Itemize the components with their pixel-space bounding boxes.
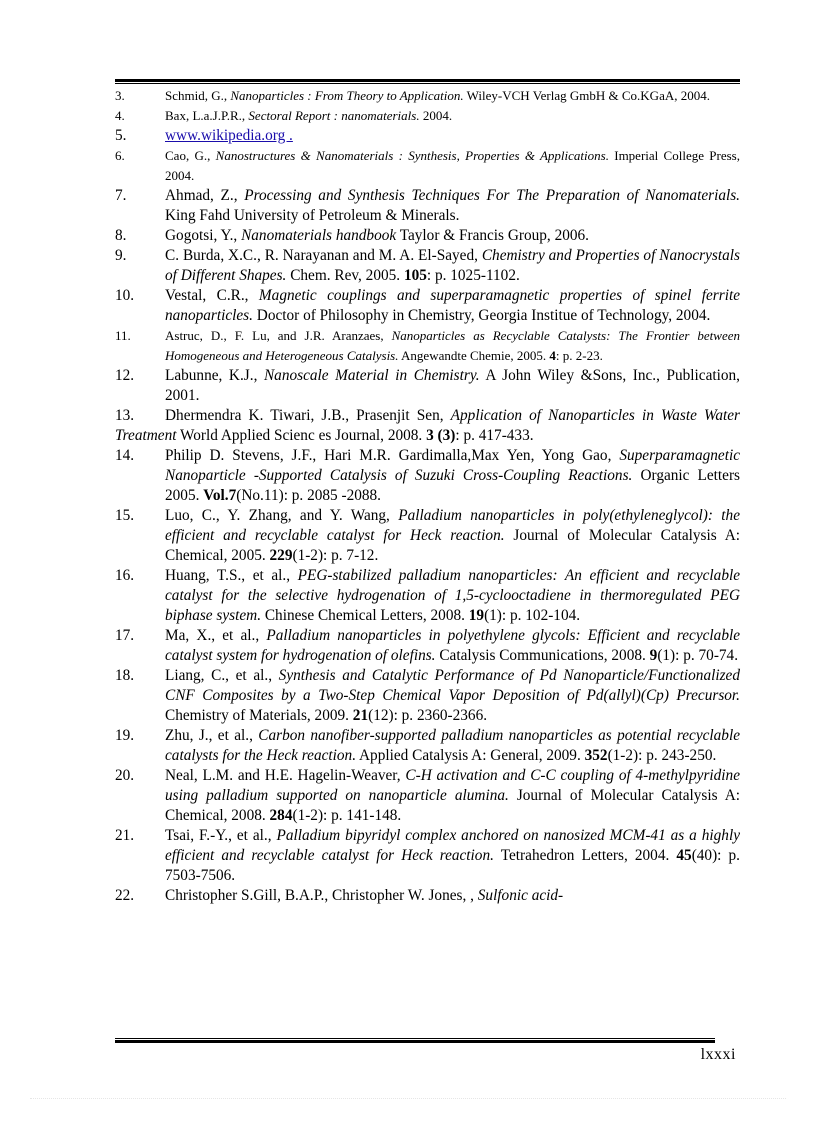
reference-source: Organic Letters 2005. (165, 467, 740, 504)
reference-item (115, 366, 740, 406)
reference-number: 21. (115, 827, 135, 844)
reference-pages: (1): p. 102-104. (484, 607, 581, 624)
reference-item (115, 566, 740, 626)
reference-number: 12. (115, 367, 135, 384)
reference-volume: 352 (584, 747, 608, 764)
reference-volume: 105 (403, 267, 427, 284)
reference-title: Palladium nanoparticles in polyethylene glycols: Efficient and recyclable catalyst system for hydrogenation of olefins. (165, 627, 741, 664)
reference-number: 9. (115, 247, 127, 264)
reference-authors: Huang, T.S., et al., (165, 567, 298, 584)
reference-number: 20. (115, 767, 135, 784)
reference-number: 6. (115, 148, 125, 163)
reference-number: 7. (115, 187, 127, 204)
reference-title: Nanoscale Material in Chemistry. (263, 367, 480, 384)
reference-title: C-H activation and C-C coupling of 4-methylpyridine using palladium supported on nanoparticle alumina. (165, 767, 740, 804)
reference-number: 3. (115, 88, 125, 103)
reference-title: Sectoral Report : nanomaterials. (248, 108, 420, 123)
reference-item (115, 826, 740, 886)
reference-item (115, 886, 740, 906)
reference-number: 22. (115, 887, 135, 904)
reference-source: 2004. (419, 108, 453, 123)
reference-number: 4. (115, 108, 125, 123)
reference-number: 15. (115, 507, 135, 524)
reference-source: Wiley-VCH Verlag GmbH & Co.KGaA, 2004. (463, 88, 710, 103)
reference-item (115, 186, 740, 226)
reference-item (115, 446, 740, 506)
reference-title: Synthesis and Catalytic Performance of Pd Nanoparticle/Functionalized CNF Composites by a Two-Step Chemical Vapor Deposition of Pd(allyl)(Cp) Precursor. (165, 667, 740, 704)
reference-authors: Astruc, D., F. Lu, and J.R. Aranzaes, (165, 328, 392, 343)
reference-title: Nanoparticles : From Theory to Application. (230, 88, 464, 103)
reference-title: Magnetic couplings and superparamagnetic properties of spinel ferrite nanoparticles. (165, 287, 740, 324)
reference-source: World Applied Scienc es Journal, 2008. (176, 427, 427, 444)
reference-title: Superparamagnetic Nanoparticle -Supported Catalysis of Suzuki Cross-Coupling Reactions. (165, 447, 740, 484)
reference-authors: Ma, X., et al., (165, 627, 267, 644)
reference-source: Chemistry of Materials, 2009. (165, 707, 353, 724)
reference-item (115, 326, 740, 366)
reference-pages: (No.11): p. 2085 -2088. (236, 487, 382, 504)
reference-number: 18. (115, 667, 135, 684)
reference-source: Imperial College Press, 2004. (165, 148, 740, 183)
header-rule-thick (115, 79, 740, 82)
reference-title: Chemistry and Properties of Nanocrystals of Different Shapes. (165, 247, 740, 284)
reference-authors: Luo, C., Y. Zhang, and Y. Wang, (165, 507, 399, 524)
reference-source: Tetrahedron Letters, 2004. (493, 847, 677, 864)
reference-pages: (40): p. 7503-7506. (165, 847, 740, 884)
reference-item (115, 766, 740, 826)
reference-item (115, 246, 740, 286)
reference-authors: Schmid, G., (165, 88, 231, 103)
reference-title: Nanoparticles as Recyclable Catalysts: The Frontier between Homogeneous and Heterogeneous Catalysis. (165, 328, 740, 363)
reference-item (115, 506, 740, 566)
footer-rule-thin (115, 1038, 715, 1039)
reference-pages: (1-2): p. 141-148. (292, 807, 402, 824)
reference-title: Application of Nanoparticles in Waste Water Treatment (115, 407, 741, 444)
reference-source: Applied Catalysis A: General, 2009. (356, 747, 585, 764)
reference-item (115, 726, 740, 766)
reference-pages: (1): p. 70-74. (657, 647, 739, 664)
reference-source: King Fahd University of Petroleum & Minerals. (165, 207, 460, 224)
header-rule-thin (115, 83, 740, 84)
reference-title: Nanostructures & Nanomaterials : Synthesis, Properties & Applications. (215, 148, 609, 163)
reference-authors: Neal, L.M. and H.E. Hagelin-Weaver, (165, 767, 406, 784)
reference-source: A John Wiley &Sons, Inc., Publication, 2001. (165, 367, 740, 404)
reference-volume: 3 (3) (426, 427, 456, 444)
reference-pages: : p. 417-433. (455, 427, 534, 444)
reference-pages: (1-2): p. 7-12. (292, 547, 379, 564)
reference-authors: Vestal, C.R., (165, 287, 259, 304)
reference-item (115, 626, 740, 666)
footer-rule-thick (115, 1040, 715, 1043)
reference-item (115, 226, 740, 246)
reference-number: 5. (115, 127, 127, 144)
reference-number: 13. (115, 407, 135, 424)
reference-authors: Ahmad, Z., (165, 187, 245, 204)
page-edge-dotted-line (30, 1098, 786, 1099)
reference-volume: 284 (269, 807, 293, 824)
reference-authors: Liang, C., et al., (165, 667, 279, 684)
reference-authors: Philip D. Stevens, J.F., Hari M.R. Gardimalla,Max Yen, Yong Gao, (165, 447, 620, 464)
reference-number: 10. (115, 287, 135, 304)
reference-source: Journal of Molecular Catalysis A: Chemical, 2008. (165, 787, 741, 824)
reference-item (115, 666, 740, 726)
reference-source: Doctor of Philosophy in Chemistry, Georgia Institue of Technology, 2004. (252, 307, 711, 324)
reference-item (115, 106, 740, 126)
reference-list (115, 86, 740, 906)
reference-source: Angewandte Chemie, 2005. (398, 348, 550, 363)
reference-volume: Vol.7 (203, 487, 237, 504)
reference-authors: C. Burda, X.C., R. Narayanan and M. A. El-Sayed, (165, 247, 482, 264)
reference-volume: 4 (549, 348, 556, 363)
reference-number: 16. (115, 567, 135, 584)
reference-volume: 21 (352, 707, 369, 724)
reference-title: Palladium bipyridyl complex anchored on nanosized MCM-41 as a highly efficient and recyclable catalyst for Heck reaction. (165, 827, 740, 864)
reference-authors: Bax, L.a.J.P.R., (165, 108, 249, 123)
reference-number: 17. (115, 627, 135, 644)
reference-authors: Gogotsi, Y., (165, 227, 242, 244)
reference-number: 14. (115, 447, 135, 464)
reference-title: Nanomaterials handbook (241, 227, 397, 244)
reference-pages: : p. 1025-1102. (426, 267, 520, 284)
reference-number: 11. (115, 328, 131, 343)
reference-source: Chem. Rev, 2005. (286, 267, 404, 284)
page-number: lxxxi (700, 1046, 736, 1063)
reference-number: 19. (115, 727, 135, 744)
reference-source: Journal of Molecular Catalysis A: Chemical, 2005. (165, 527, 740, 564)
reference-authors: Cao, G., (165, 148, 216, 163)
reference-authors: Tsai, F.-Y., et al., (165, 827, 277, 844)
reference-pages: : p. 2-23. (555, 348, 603, 363)
reference-item (115, 126, 740, 146)
reference-title: Sulfonic acid- (477, 887, 564, 904)
reference-authors: Christopher S.Gill, B.A.P., Christopher W. Jones, , (165, 887, 478, 904)
reference-pages: (12): p. 2360-2366. (368, 707, 488, 724)
reference-source: Catalysis Communications, 2008. (435, 647, 650, 664)
reference-volume: 229 (269, 547, 293, 564)
reference-item (115, 286, 740, 326)
reference-source: Chinese Chemical Letters, 2008. (261, 607, 469, 624)
reference-number: 8. (115, 227, 127, 244)
reference-pages: (1-2): p. 243-250. (607, 747, 717, 764)
reference-source: Taylor & Francis Group, 2006. (396, 227, 589, 244)
reference-title: Palladium nanoparticles in poly(ethyleneglycol): the efficient and recyclable catalyst for Heck reaction. (165, 507, 740, 544)
reference-item (115, 146, 740, 186)
reference-authors: Dhermendra K. Tiwari, J.B., Prasenjit Sen, (165, 407, 451, 424)
reference-item (115, 406, 740, 446)
reference-item (115, 86, 740, 106)
reference-volume: 19 (468, 607, 485, 624)
reference-title: Carbon nanofiber-supported palladium nanoparticles as potential recyclable catalysts for the Heck reaction. (165, 727, 740, 764)
reference-title: Processing and Synthesis Techniques For The Preparation of Nanomaterials. (244, 187, 740, 204)
reference-link[interactable]: www.wikipedia.org . (165, 127, 293, 144)
reference-volume: 45 (676, 847, 692, 864)
reference-volume: 9 (649, 647, 658, 664)
reference-authors: Labunne, K.J., (165, 367, 264, 384)
reference-title: PEG-stabilized palladium nanoparticles: An efficient and recyclable catalyst for the selective hydrogenation of 1,5-cyclooctadiene in thermoregulated PEG biphase system. (165, 567, 741, 624)
reference-authors: Zhu, J., et al., (165, 727, 259, 744)
